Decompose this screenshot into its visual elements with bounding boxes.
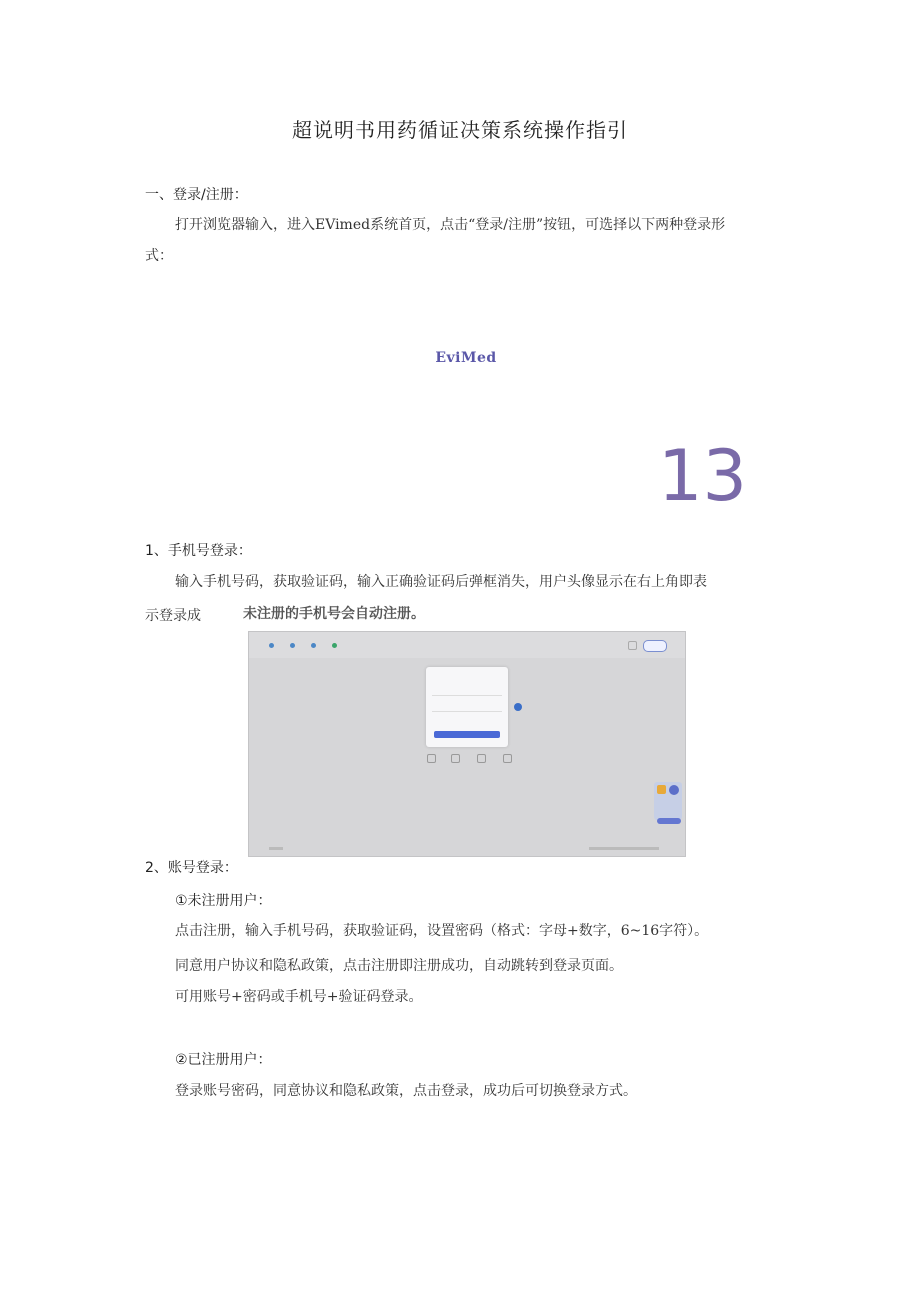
login-register-button bbox=[643, 640, 667, 652]
account-login-heading: 2、账号登录： bbox=[145, 860, 238, 876]
auto-register-note: 未注册的手机号会自动注册。 bbox=[243, 606, 425, 622]
screenshot-top-bar bbox=[249, 632, 685, 658]
side-promo-button bbox=[657, 818, 681, 824]
nav-chip bbox=[269, 641, 276, 649]
side-promo-image bbox=[654, 782, 682, 820]
submit-button bbox=[434, 731, 500, 738]
modal-tabs bbox=[432, 675, 502, 681]
feature-icon bbox=[503, 754, 512, 763]
feature-icon bbox=[451, 754, 460, 763]
registered-user-heading: ②已注册用户： bbox=[175, 1052, 272, 1068]
agreement-line bbox=[432, 719, 502, 725]
page-number: 13 bbox=[658, 435, 748, 517]
nav-chip bbox=[332, 641, 339, 649]
phone-login-paragraph-line-1: 输入手机号码，获取验证码，输入正确验证码后弹框消失，用户头像显示在右上角即表 bbox=[175, 574, 707, 590]
chat-bubble-icon bbox=[669, 785, 679, 795]
footer-text bbox=[269, 847, 283, 850]
unregistered-user-heading: ①未注册用户： bbox=[175, 893, 272, 909]
feature-icon bbox=[427, 754, 436, 763]
registered-step-1: 登录账号密码，同意协议和隐私政策，点击登录，成功后可切换登录方式。 bbox=[175, 1083, 637, 1099]
document-title: 超说明书用药循证决策系统操作指引 bbox=[292, 118, 628, 142]
unregistered-step-1: 点击注册，输入手机号码，获取验证码，设置密码（格式：字母+数字，6~16字符）。 bbox=[175, 923, 709, 939]
footer-text bbox=[589, 847, 659, 850]
promo-badge-icon bbox=[657, 785, 666, 794]
feature-icon bbox=[477, 754, 486, 763]
section-1-heading: 一、登录/注册： bbox=[145, 187, 248, 203]
phone-login-heading: 1、手机号登录： bbox=[145, 543, 252, 559]
phone-input bbox=[432, 689, 502, 696]
settings-icon bbox=[628, 641, 637, 650]
nav-chip bbox=[311, 641, 318, 649]
assistant-dot-icon bbox=[514, 703, 522, 711]
login-screenshot bbox=[248, 631, 686, 857]
unregistered-step-3: 可用账号+密码或手机号+验证码登录。 bbox=[175, 989, 423, 1005]
section-1-paragraph-line-2: 式： bbox=[145, 248, 173, 264]
login-modal bbox=[426, 667, 508, 747]
phone-login-paragraph-line-2: 示登录成 bbox=[145, 608, 201, 624]
code-input bbox=[432, 705, 502, 712]
evimed-logo: EviMed bbox=[435, 350, 497, 366]
nav-chip bbox=[290, 641, 297, 649]
unregistered-step-2: 同意用户协议和隐私政策，点击注册即注册成功，自动跳转到登录页面。 bbox=[175, 958, 623, 974]
section-1-paragraph-line-1: 打开浏览器输入，进入EVimed系统首页，点击“登录/注册”按钮，可选择以下两种登录形 bbox=[175, 217, 726, 233]
